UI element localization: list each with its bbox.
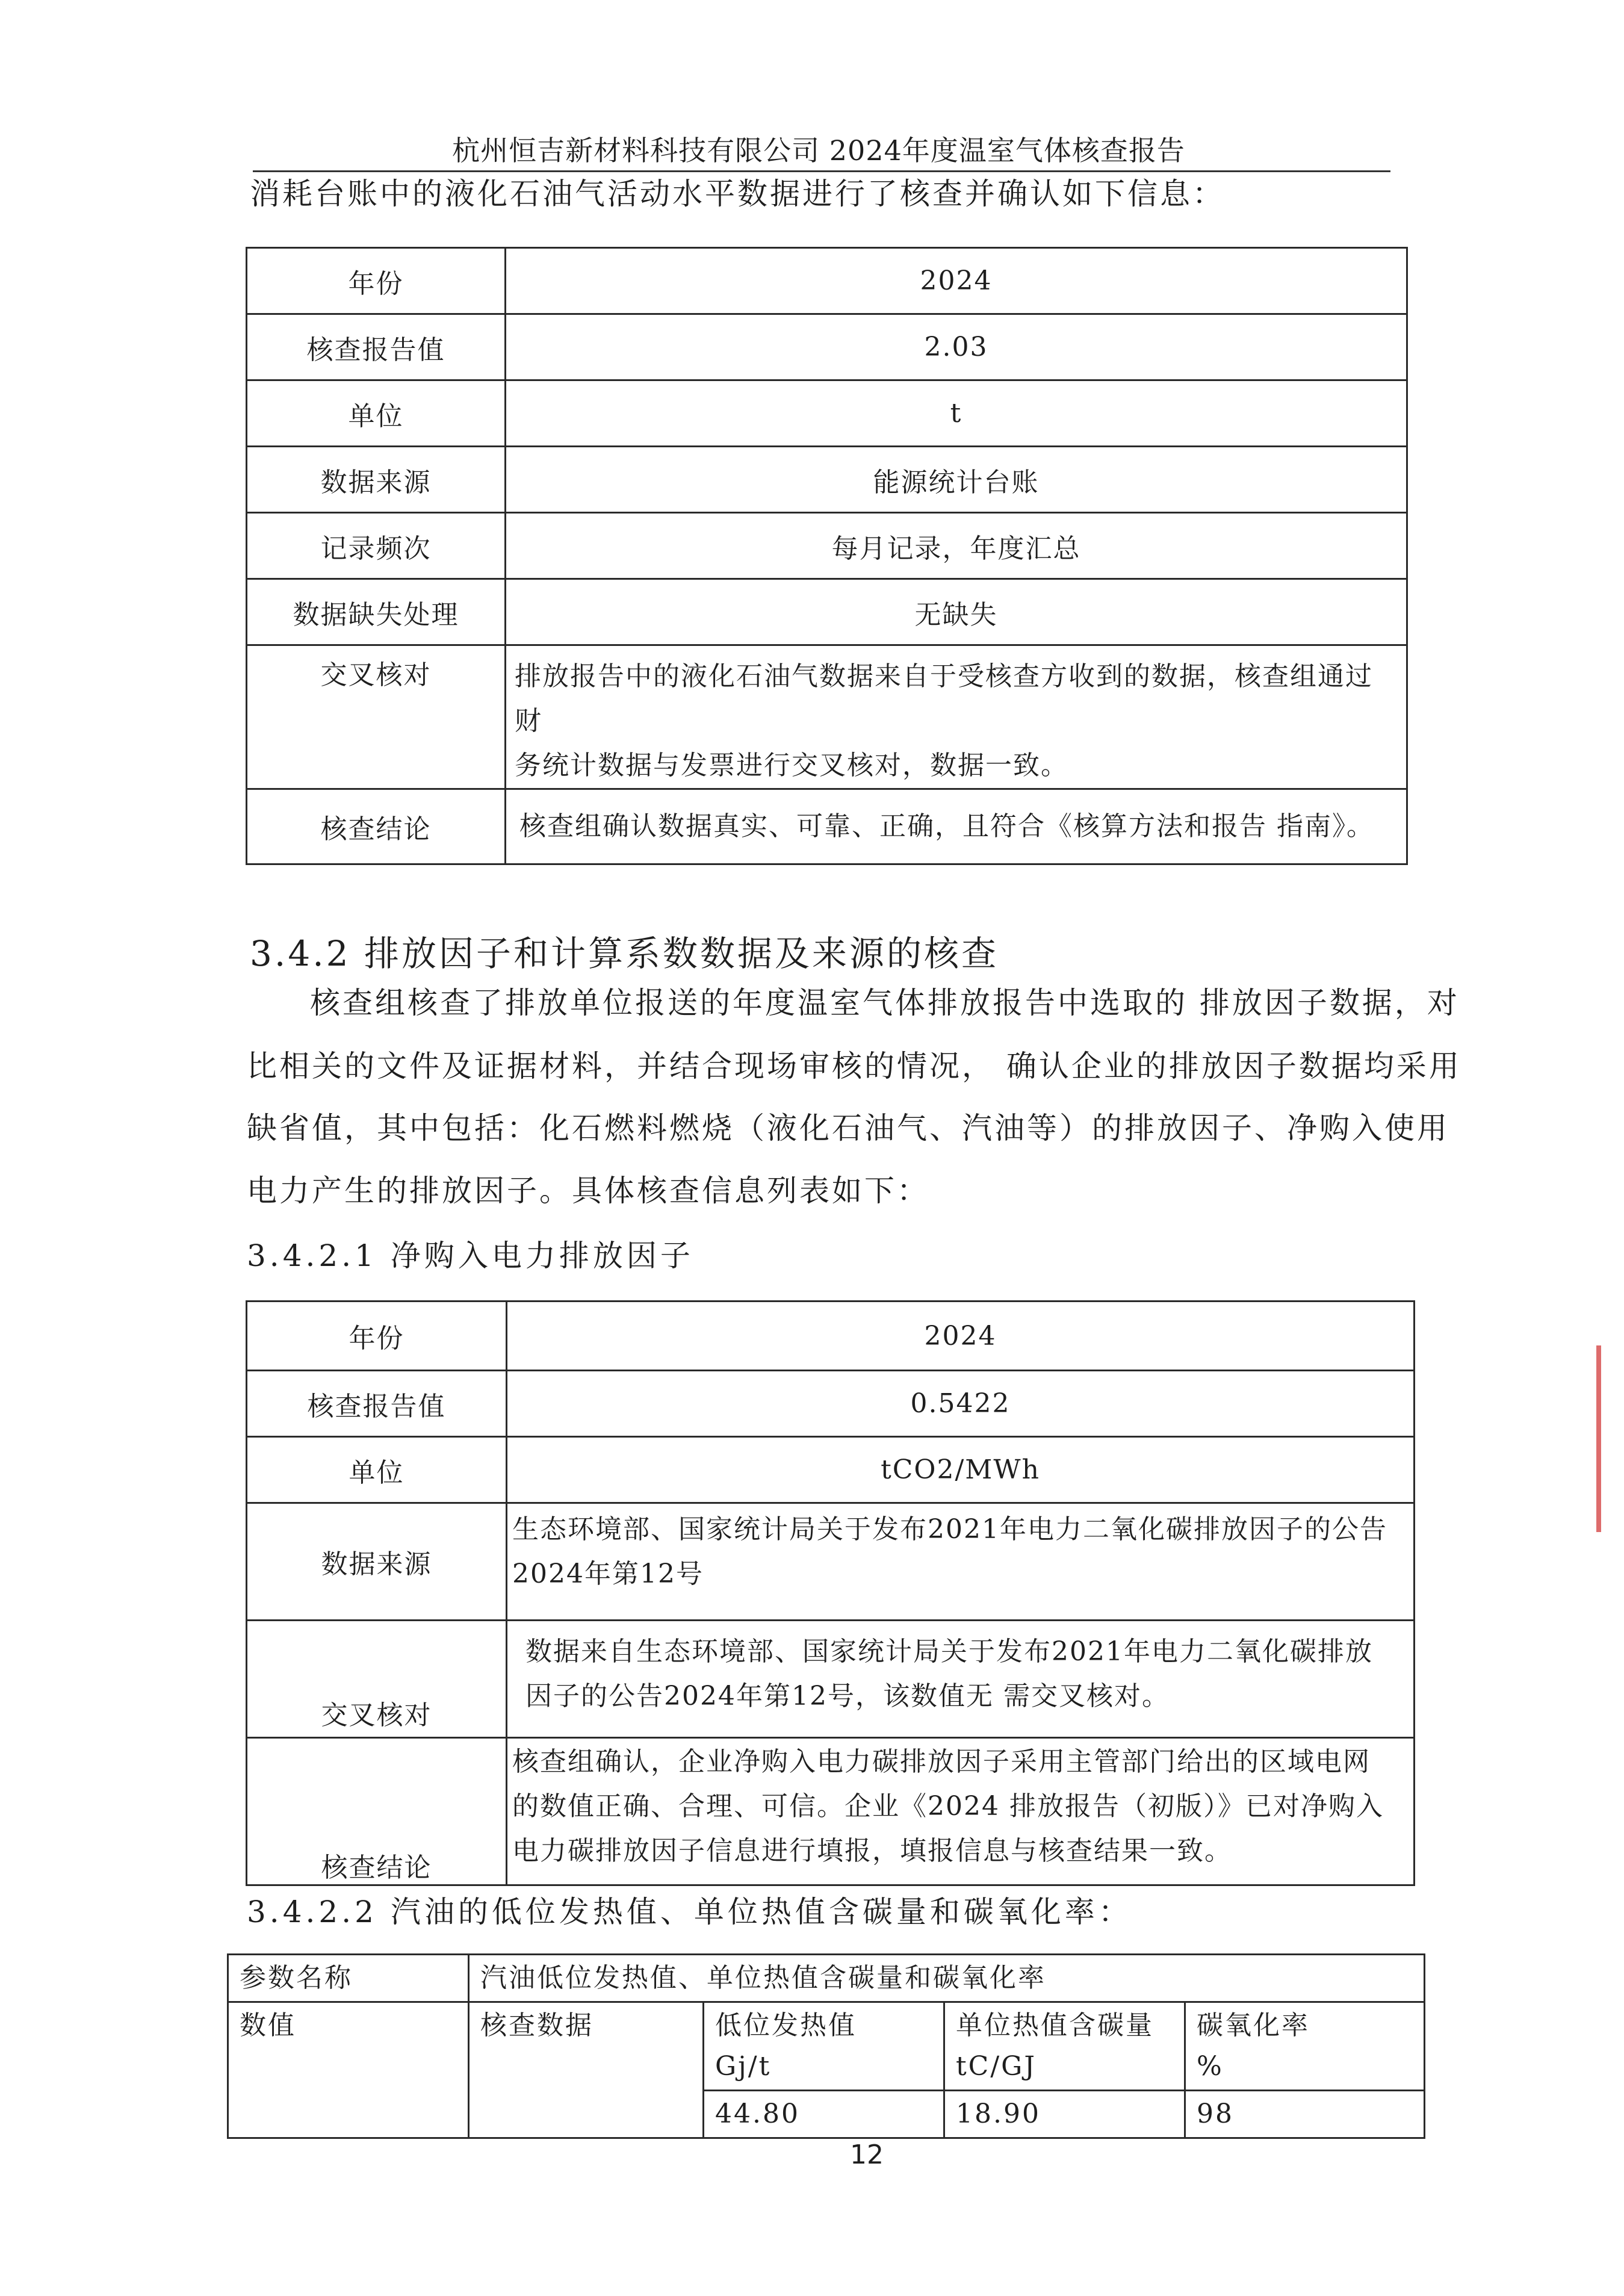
paragraph-line: 缺省值，其中包括：化石燃料燃烧（液化石油气、汽油等）的排放因子、净购入使用 [247,1111,1449,1146]
page-number: 12 [850,2139,884,2170]
row-value: 能源统计台账 [506,447,1407,513]
table-row [247,1621,1415,1738]
subsection-heading: 3.4.2.2 汽油的低位发热值、单位热值含碳量和碳氧化率： [247,1894,1132,1929]
running-header: 杭州恒吉新材料科技有限公司 2024年度温室气体核查报告 [452,134,1185,167]
paragraph-line: 核查组核查了排放单位报送的年度温室气体排放报告中选取的 排放因子数据，对 [310,985,1460,1020]
gasoline-parameter-table [227,1953,1425,2139]
conclusion-line: 核查组确认，企业净购入电力碳排放因子采用主管部门给出的区域电网 [512,1746,1371,1777]
table-row [228,2002,1425,2091]
table-row [247,513,1407,579]
source-line: 2024年第12号 [512,1559,704,1589]
column-unit: % [1197,2051,1224,2082]
seal-stamp-fragment [1596,1345,1624,1532]
source-line: 生态环境部、国家统计局关于发布2021年电力二氧化碳排放因子的公告 [512,1514,1387,1545]
row-value: 2024 [506,248,1407,314]
carbon-content-header [944,2002,1185,2091]
table-row [247,789,1407,864]
table-row [247,1302,1415,1371]
row-label: 单位 [247,380,506,447]
intro-line: 消耗台账中的液化石油气活动水平数据进行了核查并确认如下信息： [250,176,1225,211]
row-value: 每月记录，年度汇总 [506,513,1407,579]
conclusion-line: 电力碳排放因子信息进行填报，填报信息与核查结果一致。 [512,1835,1232,1866]
oxidation-rate-value: 98 [1185,2091,1425,2138]
table-row [247,645,1407,789]
source-text [507,1503,1415,1621]
carbon-content-value: 18.90 [944,2091,1185,2138]
source-label: 数据来源 [247,1503,507,1621]
table-row [247,380,1407,447]
table-row [247,1371,1415,1437]
cross-check-line: 数据来自生态环境部、国家统计局关于发布2021年电力二氧化碳排放 [525,1636,1373,1667]
row-value: 0.5422 [507,1371,1415,1437]
table-row [247,314,1407,380]
column-unit: tC/GJ [956,2051,1037,2082]
conclusion-text [507,1738,1415,1885]
ncv-header [704,2002,944,2091]
section-heading: 3.4.2 排放因子和计算系数数据及来源的核查 [250,933,999,974]
cross-check-line: 务统计数据与发票进行交叉核对，数据一致。 [515,750,1068,781]
column-name: 单位热值含碳量 [956,2010,1154,2041]
conclusion-line: 的数值正确、合理、可信。企业《2024 排放报告（初版）》已对净购入 [512,1791,1384,1822]
paragraph-line: 电力产生的排放因子。具体核查信息列表如下： [247,1173,929,1208]
check-data-label: 核查数据 [469,2002,704,2138]
oxidation-rate-header [1185,2002,1425,2091]
table-row [228,1955,1425,2002]
row-value: 无缺失 [506,579,1407,645]
lpg-activity-table [246,247,1408,865]
row-label: 核查报告值 [247,1371,507,1437]
table-row [247,248,1407,314]
param-name-label: 参数名称 [228,1955,469,2002]
electricity-factor-table [246,1300,1415,1886]
conclusion-label: 核查结论 [247,789,506,864]
subsection-heading: 3.4.2.1 净购入电力排放因子 [247,1238,694,1273]
row-value: t [506,380,1407,447]
table-row [247,1503,1415,1621]
cross-check-label: 交叉核对 [247,1621,507,1738]
row-label: 年份 [247,248,506,314]
ncv-value: 44.80 [704,2091,944,2138]
cross-check-line: 排放报告中的液化石油气数据来自于受核查方收到的数据，核查组通过财 [515,661,1373,736]
table-row [247,1738,1415,1885]
param-name-value: 汽油低位发热值、单位热值含碳量和碳氧化率 [469,1955,1425,2002]
row-value: tCO2/MWh [507,1437,1415,1503]
row-label: 单位 [247,1437,507,1503]
row-label: 核查报告值 [247,314,506,380]
row-label: 数据来源 [247,447,506,513]
row-value: 2.03 [506,314,1407,380]
row-value: 2024 [507,1302,1415,1371]
cross-check-line: 因子的公告2024年第12号，该数值无 需交叉核对。 [525,1681,1170,1711]
row-label: 记录频次 [247,513,506,579]
value-label: 数值 [228,2002,469,2138]
cross-check-label: 交叉核对 [247,645,506,789]
row-label: 年份 [247,1302,507,1371]
cross-check-text [506,645,1407,789]
conclusion-text: 核查组确认数据真实、可靠、正确，且符合《核算方法和报告 指南》。 [506,789,1407,864]
paragraph-line: 比相关的文件及证据材料，并结合现场审核的情况， 确认企业的排放因子数据均采用 [247,1049,1461,1084]
column-unit: Gj/t [715,2051,772,2082]
row-label: 数据缺失处理 [247,579,506,645]
conclusion-label: 核查结论 [247,1738,507,1885]
column-name: 低位发热值 [715,2010,857,2041]
table-row [247,447,1407,513]
table-row [247,579,1407,645]
column-name: 碳氧化率 [1197,2010,1310,2041]
table-row [247,1437,1415,1503]
cross-check-text [507,1621,1415,1738]
